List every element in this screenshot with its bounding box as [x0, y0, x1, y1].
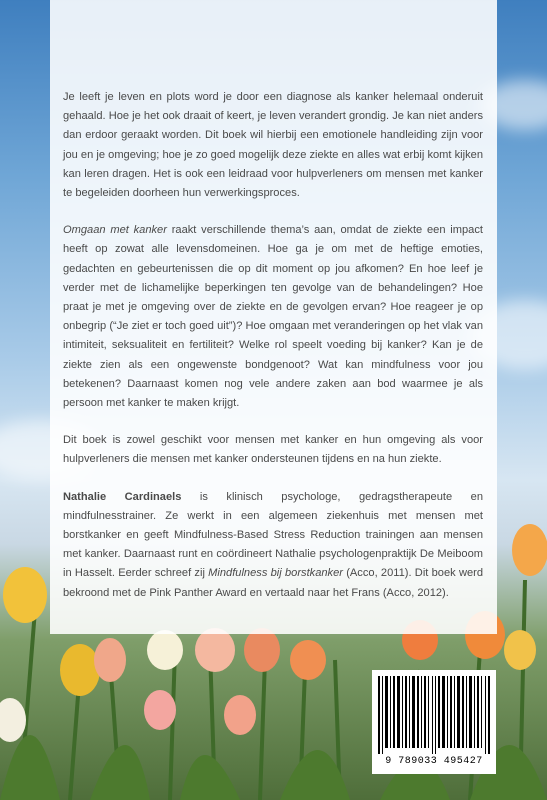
barcode-number: 9 789033 495427 [385, 756, 483, 767]
barcode [372, 670, 496, 774]
blurb-paragraph-2 [63, 221, 483, 413]
previous-book-title: Mindfulness bij borstkanker [208, 567, 343, 580]
author-name: Nathalie Cardinaels [63, 490, 182, 503]
author-bio-text-b: (Acco, 2011). Dit boek werd bekroond met de Pink Panther Award en vertaald naar het Frans (Acco, 2012). [63, 567, 483, 599]
book-title: Omgaan met kanker [63, 224, 167, 237]
blurb-paragraph-3: Dit boek is zowel geschikt voor mensen met kanker en hun omgeving als voor hulpverleners die mensen met kanker ondersteunen tijdens en na hun ziekte. [63, 434, 483, 466]
barcode-bars [378, 676, 490, 754]
blurb-paragraph-2-text: raakt verschillende thema’s aan, omdat de ziekte een impact heeft op zowat alle levensdomeinen. Hoe ga je om met de heftige emoties, gedachten en gebeurtenissen die op dit moment op jou afkomen? En hoe leef je verder met de lichamelijke beperkingen ten gevolge van de behandelingen? Hoe praat je met je omgeving over de ziekte en de gevolgen ervan? Hoe reageer je op onbegrip (“Je ziet er toch goed uit”)? Hoe omgaan met veranderingen op het vlak van intimiteit, seksualiteit en fertiliteit? Welke rol speelt voeding bij kanker? Kan je de ziekte zien als een ongewenste bondgenoot? Wat kan mindfulness voor jou betekenen? Daarnaast komen nog vele andere zaken aan bod waarmee je als persoon met kanker te maken krijgt. [63, 224, 483, 410]
blurb-paragraph-1: Je leeft je leven en plots word je door een diagnose als kanker helemaal onderuit gehaald. Hoe je het ook draait of keert, je leven verandert grondig. Je kan niet anders dan erdoor geraakt worden. Dit boek wil hierbij een emotionele handleiding zijn voor jou en je omgeving; hoe je zo goed mogelijk deze ziekte en alles wat erbij komt kijken kan leren dragen. Het is ook een leidraad voor hulpverleners om mensen met kanker te begeleiden doorheen hun verwerkingsproces. [63, 91, 483, 200]
author-bio [63, 488, 483, 603]
back-cover-text [63, 88, 483, 621]
author-bio-text-a: is klinisch psychologe, gedragstherapeute en mindfulnesstrainer. Ze werkt in een algemeen ziekenhuis met mensen met borstkanker en geeft Mindfulness-Based Stress Reduction trainingen aan mensen met kanker. Daarnaast runt en coördineert Nathalie psychologenpraktijk De Meiboom in Hasselt. Eerder schreef zij [63, 490, 483, 580]
